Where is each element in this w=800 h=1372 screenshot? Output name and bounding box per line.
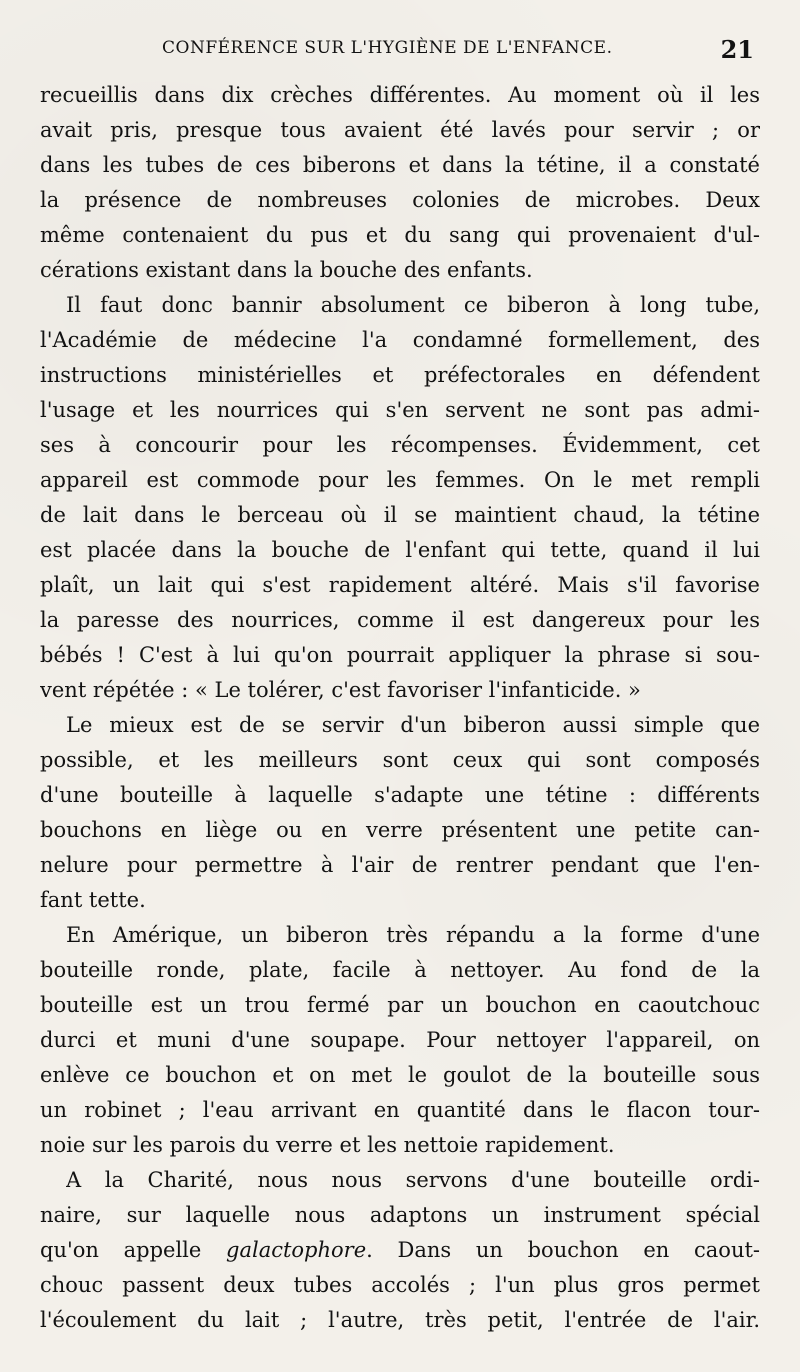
text-line: chouc passent deux tubes accolés ; l'un plus gros permet — [40, 1273, 760, 1297]
paragraph-start-line: En Amérique, un biberon très répandu a la forme d'une — [66, 923, 760, 947]
text-line: durci et muni d'une soupape. Pour nettoyer l'appareil, on — [40, 1028, 760, 1052]
text-line: même contenaient du pus et du sang qui provenaient d'ul- — [40, 223, 760, 247]
text-line: vent répétée : « Le tolérer, c'est favoriser l'infanticide. » — [40, 678, 641, 702]
text-line: bouteille est un trou fermé par un bouchon en caoutchouc — [40, 993, 760, 1017]
text-line: est placée dans la bouche de l'enfant qui tette, quand il lui — [40, 538, 760, 562]
text-line: possible, et les meilleurs sont ceux qui sont composés — [40, 748, 760, 772]
text-line: dans les tubes de ces biberons et dans la tétine, il a constaté — [40, 153, 760, 177]
text-line: fant tette. — [40, 888, 146, 912]
text-line: ses à concourir pour les récompenses. Évidemment, cet — [40, 433, 760, 457]
page-number: 21 — [720, 35, 754, 64]
text-line: la présence de nombreuses colonies de microbes. Deux — [40, 188, 760, 212]
text-line: avait pris, presque tous avaient été lavés pour servir ; or — [40, 118, 760, 142]
text-line: bébés ! C'est à lui qu'on pourrait appliquer la phrase si sou- — [40, 643, 760, 667]
text-line: d'une bouteille à laquelle s'adapte une tétine : différents — [40, 783, 760, 807]
text-line: un robinet ; l'eau arrivant en quantité dans le flacon tour- — [40, 1098, 760, 1122]
text-line: plaît, un lait qui s'est rapidement altéré. Mais s'il favorise — [40, 573, 760, 597]
paragraph-start-line: Il faut donc bannir absolument ce biberon à long tube, — [66, 293, 760, 317]
running-head — [0, 35, 800, 68]
text-line: enlève ce bouchon et on met le goulot de la bouteille sous — [40, 1063, 760, 1087]
text-line: appareil est commode pour les femmes. On le met rempli — [40, 468, 760, 492]
text-line: l'Académie de médecine l'a condamné formellement, des — [40, 328, 760, 352]
paragraph-start-line: Le mieux est de se servir d'un biberon aussi simple que — [66, 713, 760, 737]
text-line: la paresse des nourrices, comme il est dangereux pour les — [40, 608, 760, 632]
italic-term-galactophore: galactophore — [226, 1238, 367, 1262]
text-line: l'écoulement du lait ; l'autre, très petit, l'entrée de l'air. — [40, 1308, 760, 1332]
text-line: bouchons en liège ou en verre présentent une petite can- — [40, 818, 760, 842]
text-line: nelure pour permettre à l'air de rentrer pendant que l'en- — [40, 853, 760, 877]
text-segment: qu'on appelle — [40, 1238, 202, 1262]
running-title: CONFÉRENCE SUR L'HYGIÈNE DE L'ENFANCE. — [162, 38, 613, 58]
text-line: l'usage et les nourrices qui s'en servent ne sont pas admi- — [40, 398, 760, 422]
text-line-with-italic-term — [40, 1234, 760, 1266]
paragraph-start-line: A la Charité, nous nous servons d'une bouteille ordi- — [66, 1168, 760, 1192]
text-line: bouteille ronde, plate, facile à nettoyer. Au fond de la — [40, 958, 760, 982]
text-line: instructions ministérielles et préfectorales en défendent — [40, 363, 760, 387]
text-line: naire, sur laquelle nous adaptons un instrument spécial — [40, 1203, 760, 1227]
text-line: noie sur les parois du verre et les nettoie rapidement. — [40, 1133, 615, 1157]
text-segment: . Dans un bouchon en caout- — [366, 1238, 760, 1262]
text-line: recueillis dans dix crèches différentes. Au moment où il les — [40, 83, 760, 107]
text-line: de lait dans le berceau où il se maintient chaud, la tétine — [40, 503, 760, 527]
text-line: cérations existant dans la bouche des enfants. — [40, 258, 533, 282]
